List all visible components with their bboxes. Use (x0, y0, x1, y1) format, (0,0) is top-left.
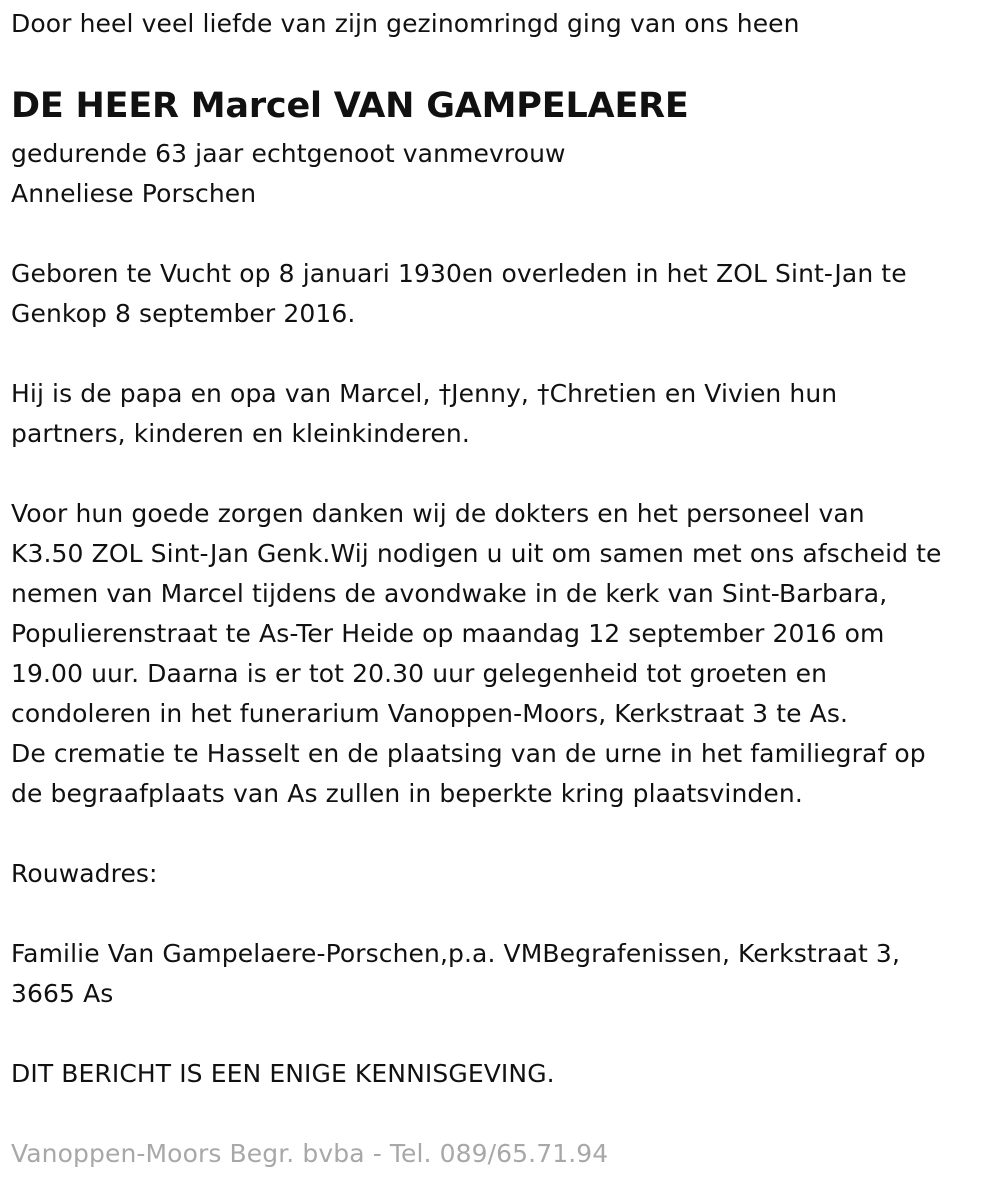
spouse-line-2: Anneliese Porschen (11, 179, 257, 208)
thanks-line: K3.50 ZOL Sint-Jan Genk.Wij nodigen u uit om samen met ons afscheid te (11, 539, 942, 568)
funeral-home-footer: Vanoppen-Moors Begr. bvba - Tel. 089/65.71.94 (11, 1139, 609, 1168)
family-line-1: Hij is de papa en opa van Marcel, †Jenny, †Chretien en Vivien hun (11, 379, 838, 408)
spouse-line-1: gedurende 63 jaar echtgenoot vanmevrouw (11, 139, 566, 168)
thanks-line: nemen van Marcel tijdens de avondwake in de kerk van Sint-Barbara, (11, 579, 888, 608)
address-line-1: Familie Van Gampelaere-Porschen,p.a. VMBegrafenissen, Kerkstraat 3, (11, 939, 900, 968)
thanks-line: de begraafplaats van As zullen in beperkte kring plaatsvinden. (11, 779, 803, 808)
deceased-name-heading: DE HEER Marcel VAN GAMPELAERE (11, 86, 689, 126)
thanks-line: 19.00 uur. Daarna is er tot 20.30 uur gelegenheid tot groeten en (11, 659, 828, 688)
address-label: Rouwadres: (11, 859, 158, 888)
notice-text: DIT BERICHT IS EEN ENIGE KENNISGEVING. (11, 1059, 555, 1088)
address-line-2: 3665 As (11, 979, 114, 1008)
family-line-2: partners, kinderen en kleinkinderen. (11, 419, 470, 448)
birth-death-line-1: Geboren te Vucht op 8 januari 1930en overleden in het ZOL Sint-Jan te (11, 259, 907, 288)
thanks-line: condoleren in het funerarium Vanoppen-Moors, Kerkstraat 3 te As. (11, 699, 849, 728)
thanks-line: De crematie te Hasselt en de plaatsing van de urne in het familiegraf op (11, 739, 926, 768)
thanks-line: Voor hun goede zorgen danken wij de dokters en het personeel van (11, 499, 865, 528)
intro-text: Door heel veel liefde van zijn gezinomringd ging van ons heen (11, 9, 800, 38)
thanks-line: Populierenstraat te As-Ter Heide op maandag 12 september 2016 om (11, 619, 885, 648)
birth-death-line-2: Genkop 8 september 2016. (11, 299, 356, 328)
